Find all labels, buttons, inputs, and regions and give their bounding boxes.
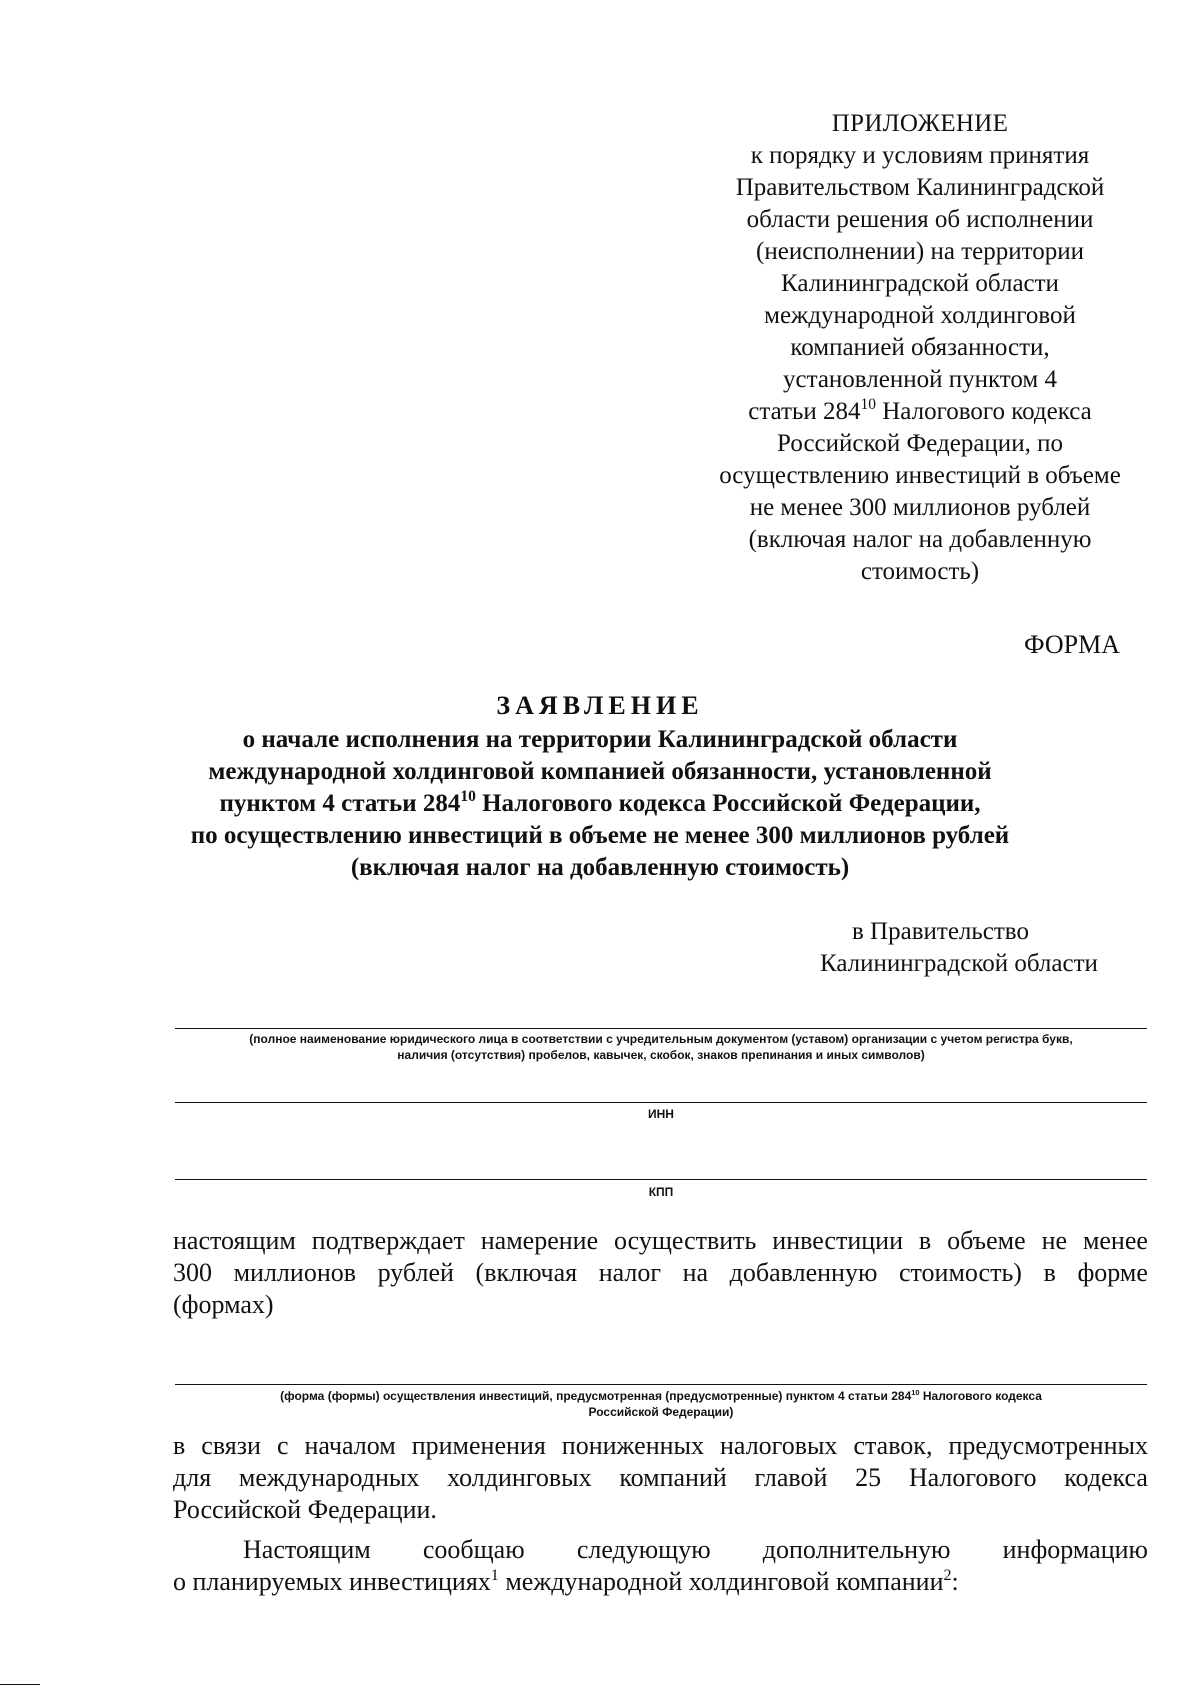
appendix-title: ПРИЛОЖЕНИЕ (831, 110, 1009, 137)
appendix-article-prefix: статьи 284 (748, 398, 861, 425)
appendix-line: области решения об исполнении (746, 206, 1094, 233)
investment-form-caption-suffix: Налогового кодекса (919, 1389, 1042, 1403)
statement-title (150, 690, 1050, 884)
paragraph-line: в связи с началом применения пониженных налоговых ставок, предусмотренных (173, 1431, 1148, 1460)
appendix-article-line (690, 396, 1150, 428)
kpp-caption (175, 1184, 1147, 1200)
appendix-article-superscript: 10 (860, 395, 876, 413)
org-name-caption (175, 1031, 1147, 1063)
paragraph-line: Настоящим сообщаю следующую дополнительную информацию (243, 1535, 1148, 1564)
appendix-line: международной холдинговой (764, 302, 1076, 329)
investment-form-caption-superscript: 10 (911, 1387, 920, 1397)
statement-title-line (150, 788, 1050, 820)
investment-form-caption-prefix: (форма (формы) осуществления инвестиций, предусмотренная (предусмотренные) пунктом 4 статьи 284 (280, 1389, 912, 1403)
investment-form-caption-line: Российской Федерации) (588, 1405, 734, 1419)
paragraph-text: о планируемых инвестициях (173, 1567, 491, 1596)
inn-caption (175, 1106, 1147, 1122)
appendix-line: установленной пунктом 4 (783, 366, 1057, 393)
footnote-separator (0, 1684, 40, 1685)
form-label: ФОРМА (1024, 630, 1120, 659)
paragraph-text: настоящим подтверждает намерение осуществить инвестиции в объеме не менее (173, 1226, 1148, 1255)
statement-article-superscript: 10 (460, 787, 476, 805)
kpp-caption-text: КПП (648, 1185, 674, 1199)
statement-article-prefix: пунктом 4 статьи 284 (219, 790, 461, 817)
appendix-line: Российской Федерации, по (777, 430, 1063, 457)
addressee-line: в Правительство (852, 918, 1029, 945)
paragraph-line: (формах) (173, 1290, 274, 1319)
addressee (820, 916, 1098, 980)
org-name-caption-line: (полное наименование юридического лица в соответствии с учредительным документом (уставом) организации с учетом регистра букв, (249, 1032, 1073, 1046)
statement-title-line: по осуществлению инвестиций в объеме не менее 300 миллионов рублей (190, 822, 1010, 849)
inn-field-line[interactable] (175, 1102, 1147, 1103)
investment-form-caption-line (175, 1388, 1147, 1404)
appendix-line: стоимость) (860, 558, 980, 585)
appendix-line: Правительством Калининградской (735, 174, 1105, 201)
paragraph-text: международной холдинговой компании (498, 1567, 944, 1596)
paragraph-line: 300 миллионов рублей (включая налог на добавленную стоимость) в форме (173, 1258, 1148, 1287)
paragraph-line (173, 1566, 1148, 1598)
investment-form-field-line[interactable] (175, 1384, 1147, 1385)
paragraph-text: : (951, 1567, 959, 1596)
footnote-ref-2: 2 (943, 1566, 952, 1584)
statement-article-suffix: Налогового кодекса Российской Федерации, (475, 790, 981, 817)
statement-title-line: (включая налог на добавленную стоимость) (350, 854, 850, 881)
appendix-line: (неисполнении) на территории (756, 238, 1084, 265)
org-name-field-line[interactable] (175, 1028, 1147, 1029)
paragraph-intent (173, 1225, 1148, 1321)
paragraph-line (173, 1225, 1148, 1257)
statement-heading: ЗАЯВЛЕНИЕ (496, 691, 704, 720)
appendix-line: не менее 300 миллионов рублей (749, 494, 1091, 521)
paragraph-reason (173, 1430, 1148, 1526)
statement-title-line: о начале исполнения на территории Калининградской области (242, 726, 958, 753)
appendix-line: Калининградской области (781, 270, 1059, 297)
inn-caption-text: ИНН (648, 1107, 674, 1121)
appendix-line: осуществлению инвестиций в объеме (719, 462, 1121, 489)
footnote-ref-1: 1 (490, 1566, 499, 1584)
appendix-line: компанией обязанности, (790, 334, 1050, 361)
appendix-header (690, 108, 1150, 588)
org-name-caption-line: наличия (отсутствия) пробелов, кавычек, скобок, знаков препинания и иных символов) (397, 1048, 925, 1062)
investment-form-caption (175, 1388, 1147, 1420)
kpp-field-line[interactable] (175, 1179, 1147, 1180)
statement-title-line: международной холдинговой компанией обязанности, установленной (208, 758, 992, 785)
paragraph-line: Российской Федерации. (173, 1495, 437, 1524)
appendix-article-suffix: Налогового кодекса (875, 398, 1092, 425)
paragraph-additional-info (173, 1534, 1148, 1598)
appendix-line: к порядку и условиям принятия (750, 142, 1090, 169)
addressee-line: Калининградской области (820, 950, 1098, 977)
paragraph-line: для международных холдинговых компаний главой 25 Налогового кодекса (173, 1463, 1148, 1492)
appendix-line: (включая налог на добавленную (748, 526, 1092, 553)
